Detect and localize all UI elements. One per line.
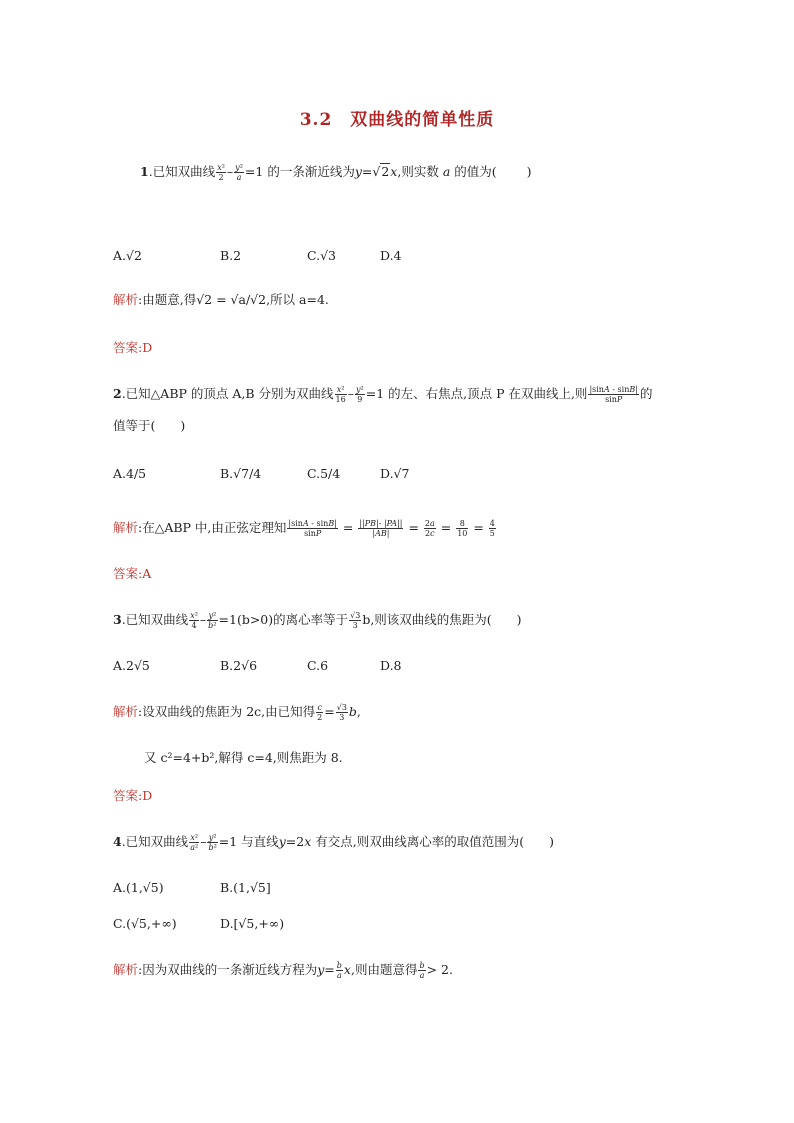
option-c: C.√3 (307, 248, 337, 263)
question-text: .已知双曲线 (148, 164, 216, 179)
question-text: ) (526, 164, 532, 179)
question-1: 1.已知双曲线 $\frac{\text{x²}}{2}$ – $\frac{\text{y²}}{a}$ =1 的一条渐近线为y=√2x,则实数 a 的值为( ) (140, 163, 532, 182)
question-text: 的值为( (454, 164, 497, 179)
fraction: $\frac{\text{y²}}{\text{b²}}$ (208, 833, 217, 852)
analysis-1 (113, 290, 329, 310)
option-a: A.(1,√5) (113, 880, 164, 895)
fraction: $\frac{c}{2}$ (317, 703, 323, 722)
option-d: D.4 (380, 248, 402, 263)
fraction: $\frac{\text{x²}}{4}$ (190, 611, 198, 630)
sqrt-expression: √2 (372, 164, 390, 179)
question-text: .已知双曲线 (121, 834, 189, 849)
option-c: C.(√5,+∞) (113, 916, 177, 931)
question-4: 4.已知双曲线 $\frac{\text{x²}}{\text{a²}}$ – $\frac{\text{y²}}{\text{b²}}$ =1 与直线y=2x 有交点,则双曲线离心率的取值范围为( ) (113, 833, 554, 852)
fraction: $\frac{||PB|- |PA||}{|AB|}$ (359, 519, 403, 538)
fraction: $\frac{√3}{3}$ (350, 611, 361, 630)
question-number: 2 (113, 386, 122, 401)
question-3: 3.已知双曲线 $\frac{\text{x²}}{4}$ – $\frac{\text{y²}}{\text{b²}}$ =1(b>0)的离心率等于 $\frac{√3}{3}$ b,则该双曲线的焦距为( ) (113, 611, 522, 630)
analysis-label: 解析 (113, 520, 139, 535)
option-c: C.6 (307, 658, 329, 673)
answer-2: 答案:A (113, 566, 152, 581)
question-number: 4 (113, 834, 122, 849)
question-number: 1 (140, 164, 149, 179)
question-text: =1 的一条渐近线为 (244, 164, 355, 179)
page-title: 3.2 双曲线的简单性质 (299, 110, 495, 130)
fraction: $\frac{\text{y²}}{\text{b²}}$ (208, 611, 217, 630)
analysis-3-cont: 又 c²=4+b²,解得 c=4,则焦距为 8. (144, 750, 343, 765)
option-d: D.8 (380, 658, 402, 673)
question-text: .已知△ABP 的顶点 A,B 分别为双曲线 (121, 386, 334, 401)
analysis-label: 解析 (113, 292, 139, 307)
question-text: =1 与直线 (218, 834, 279, 849)
question-text: =1 的左、右焦点,顶点 P 在双曲线上,则 (365, 386, 588, 401)
analysis-2: 解析:在△ABP 中,由正弦定理知 $\frac{|\sin A - \sin B|}{\sin P}$ = $\frac{||PB|- |PA||}{|AB|}$ = $\frac{2a}{2c}$ = $\frac{8}{10}$ = $\frac{4}{5}$ (113, 519, 495, 538)
option-d: D.√7 (380, 466, 410, 481)
option-b: B.√7/4 (220, 466, 262, 481)
analysis-text: :在△ABP 中,由正弦定理知 (138, 520, 287, 535)
analysis-text: :由题意,得√2 = √a/√2,所以 a=4. (138, 292, 329, 307)
fraction: $\frac{b}{a}$ (336, 961, 342, 980)
analysis-4: 解析:因为双曲线的一条渐近线方程为y= $\frac{b}{a}$ x,则由题意得 $\frac{b}{a}$ > 2. (113, 961, 453, 980)
fraction: $\frac{4}{5}$ (489, 519, 495, 538)
option-a: A.4/5 (113, 466, 147, 481)
option-b: B.2√6 (220, 658, 258, 673)
fraction: $\frac{b}{a}$ (419, 961, 425, 980)
fraction: $\frac{\text{y²}}{a}$ (235, 163, 243, 182)
fraction: $\frac{\text{x²}}{\text{a²}}$ (190, 833, 199, 852)
analysis-label: 解析 (113, 704, 139, 719)
analysis-3: 解析:设双曲线的焦距为 2c,由已知得 $\frac{c}{2}$ = $\frac{√3}{3}$ b, (113, 703, 361, 722)
option-c: C.5/4 (307, 466, 341, 481)
analysis-text: :设双曲线的焦距为 2c,由已知得 (138, 704, 316, 719)
option-a: A.2√5 (113, 658, 150, 673)
question-text: =1(b>0)的离心率等于 (218, 612, 349, 627)
answer-1: 答案:D (113, 340, 153, 355)
question-text: .已知双曲线 (121, 612, 189, 627)
analysis-text: ,则由题意得 (350, 962, 418, 977)
option-d: D.[√5,+∞) (220, 916, 285, 931)
option-a: A.√2 (113, 248, 142, 263)
fraction: $\frac{|\sin A - \sin B|}{\sin P}$ (589, 385, 638, 404)
analysis-text: > 2. (426, 962, 453, 977)
question-text: 有交点,则双曲线离心率的取值范围为( ) (315, 834, 554, 849)
fraction: $\frac{2a}{2c}$ (424, 519, 435, 538)
fraction: $\frac{\text{y²}}{9}$ (355, 385, 364, 404)
answer-3: 答案:D (113, 788, 153, 803)
question-2: 2.已知△ABP 的顶点 A,B 分别为双曲线 $\frac{\text{x²}}{16}$ – $\frac{\text{y²}}{9}$ =1 的左、右焦点,顶点 P 在双曲线上,则 $\frac{|\sin A - \sin B|}{\sin P}$ 的 (113, 385, 653, 404)
fraction: $\frac{|\sin A - \sin B|}{\sin P}$ (288, 519, 337, 538)
fraction: $\frac{\text{x²}}{2}$ (217, 163, 225, 182)
question-number: 3 (113, 612, 122, 627)
option-b: B.2 (220, 248, 242, 263)
analysis-text: :因为双曲线的一条渐近线方程为 (138, 962, 318, 977)
fraction: $\frac{√3}{3}$ (336, 703, 347, 722)
analysis-label: 解析 (113, 962, 139, 977)
fraction: $\frac{8}{10}$ (457, 519, 468, 538)
question-text: 的 (639, 386, 653, 401)
option-b: B.(1,√5] (220, 880, 271, 895)
question-text: ,则实数 (397, 164, 439, 179)
question-2-cont: 值等于( ) (113, 418, 186, 433)
fraction: $\frac{\text{x²}}{16}$ (335, 385, 346, 404)
question-text: b,则该双曲线的焦距为( ) (362, 612, 522, 627)
